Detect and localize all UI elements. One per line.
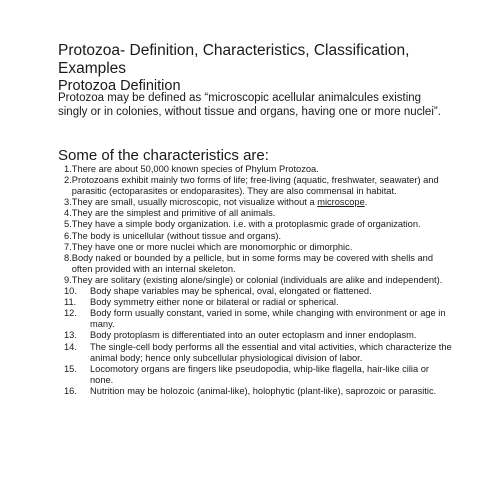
list-item-number: 9. [64,274,72,285]
list-item-number: 14. [64,341,77,352]
list-item-text: Nutrition may be holozoic (animal-like), holophytic (plant-like), saprozoic or parasitic. [90,385,437,396]
list-item-text: Locomotory organs are fingers like pseudopodia, whip-like flagella, hair-like cilia or none. [90,363,429,385]
list-item [64,231,454,242]
list-item-number: 7. [64,241,72,252]
list-item-text: Protozoans exhibit mainly two forms of life; free-living (aquatic, freshwater, seawater) and parasitic (ectoparasites or endoparasites). They are also commensal in habitat. [71,175,439,197]
list-item-text: There are about 50,000 known species of Phylum Protozoa. [71,164,319,174]
list-item [64,297,454,308]
list-item [64,164,454,175]
list-item-number: 13. [64,330,77,341]
list-item-number: 12. [64,308,77,319]
list-item-text: They are the simplest and primitive of all animals. [71,208,276,219]
list-item [64,364,454,386]
list-item-text: They are small, usually microscopic, not visualize without a [71,197,318,208]
list-item-number: 4. [64,208,72,219]
list-item-number: 15. [64,363,77,374]
list-item-number: 10. [64,286,77,297]
list-item [64,242,454,253]
definition-heading: Protozoa Definition [58,78,181,94]
list-item-text-container [72,197,454,208]
list-item-text: The body is unicellular (without tissue and organs). [71,230,282,241]
list-item-number: 6. [64,230,72,241]
microscope-link[interactable]: microscope [317,197,365,208]
list-item [64,330,454,341]
characteristics-list [64,164,454,397]
list-item [64,219,454,230]
list-item [64,197,454,208]
list-item-text: They have one or more nuclei which are monomorphic or dimorphic. [71,241,353,252]
list-item-number: 8. [64,252,72,263]
list-item-text: They are solitary (existing alone/single) or colonial (individuals are alike and independent). [71,274,443,285]
list-item-number: 2. [64,175,72,186]
list-item-number: 11. [64,297,77,308]
list-item [64,253,454,275]
characteristics-heading: Some of the characteristics are: [58,147,269,164]
list-item-number: 16. [64,385,77,396]
list-item-text: Body protoplasm is differentiated into an outer ectoplasm and inner endoplasm. [90,330,417,341]
list-item-number: 3. [64,197,72,208]
definition-text: Protozoa may be defined as “microscopic acellular animalcules existing singly or in colonies, without tissue and organs, having one or more nuclei”. [58,92,441,118]
list-item-text: Body symmetry either none or bilateral or radial or spherical. [90,297,339,308]
list-item [64,208,454,219]
list-item-number: 5. [64,219,72,230]
list-item-number: 1. [64,164,72,174]
list-item [64,275,454,286]
list-item [64,342,454,364]
list-item-text-end: . [364,197,368,208]
list-item-text: The single-cell body performs all the essential and vital activities, which characterize the animal body; hence only subcellular physiological division of labor. [90,341,452,363]
list-item-text: Body shape variables may be spherical, oval, elongated or flattened. [90,286,372,297]
list-item [64,175,454,197]
list-item [64,386,454,397]
list-item [64,286,454,297]
list-item-text: They have a simple body organization. i.e. with a protoplasmic grade of organization. [71,219,421,230]
list-item-text: Body naked or bounded by a pellicle, but in some forms may be covered with shells and often provided with an internal skeleton. [71,252,433,274]
page-title: Protozoa- Definition, Characteristics, Classification, Examples [58,42,410,77]
list-item-text: Body form usually constant, varied in some, while changing with environment or age in many. [90,308,446,330]
list-item [64,308,454,330]
